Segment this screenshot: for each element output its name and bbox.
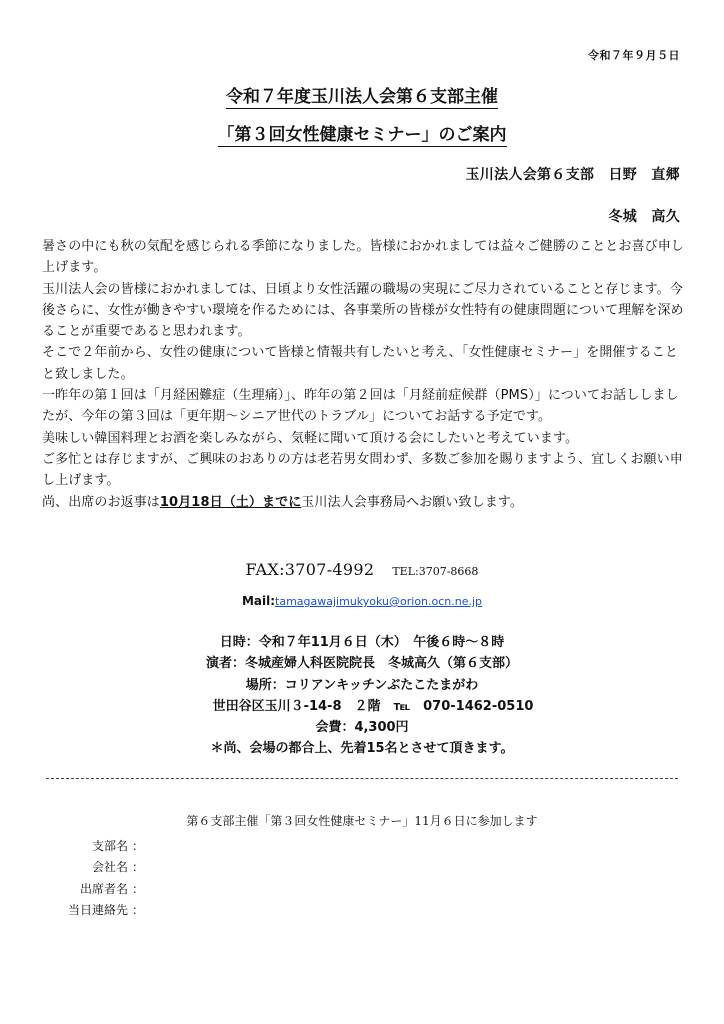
field-company-label: 会社名 (91, 860, 128, 875)
document-date: 令和７年９月５日 (588, 49, 680, 62)
paragraph-background: 玉川法人会の皆様におかれましては、日頃より女性活躍の職場の実現にご尽力されていることと存じます。今後さらに、女性が働きやすい環境を作るためには、各事業所の皆様が女性特有の健康問題について理解を深めることが重要であると思われます。 (42, 281, 684, 340)
paragraph-invitation: ご多忙とは存じますが、ご興味のおありの方は老若男女問わず、多数ご参加を賜りますよう、宜しくお願い申し上げます。 (42, 451, 683, 489)
event-venue: 場所：コリアンキッチンぶたこたまがわ (245, 677, 479, 693)
event-details (0, 632, 724, 760)
field-attendee-colon: ： (132, 881, 145, 896)
mail-label: Mail: (241, 594, 276, 608)
title-line-2: 「第３回女性健康セミナー」のご案内 (217, 125, 507, 145)
field-branch[interactable] (36, 836, 336, 857)
paragraph-purpose: そこで２年前から、女性の健康について皆様と情報共有したいと考え、「女性健康セミナー」を開催することと致しました。 (42, 345, 678, 382)
event-speaker: 演者：冬城産婦人科医院院長 冬城高久（第６支部） (205, 656, 518, 672)
event-note: ＊尚、会場の都合上、先着15名とさせて頂きます。 (210, 741, 514, 757)
field-contact[interactable] (36, 900, 336, 921)
paragraph-rsvp (42, 492, 688, 513)
field-branch-colon: ： (132, 839, 145, 853)
field-contact-colon: ： (132, 902, 145, 917)
paragraph-greeting: 暑さの中にも秋の気配を感じられる季節になりました。皆様におかれましては益々ご健勝のこととお喜び申し上げます。 (42, 239, 684, 276)
letter-body (42, 236, 688, 513)
field-attendee[interactable] (36, 879, 336, 900)
rsvp-deadline: 10月18日（土）までに (159, 494, 302, 510)
event-fee: 会費：4,300円 (315, 720, 409, 736)
organizer-line-1: 玉川法人会第６支部 日野 直郷 (465, 167, 680, 183)
rsvp-suffix: 玉川法人会事務局へお願い致します。 (301, 494, 523, 510)
contact-mail (0, 594, 724, 608)
reply-form-heading: 第６支部主催「第３回女性健康セミナー」11月６日に参加します (186, 814, 538, 828)
document-subtitle (0, 120, 724, 145)
field-company-colon: ： (132, 860, 145, 875)
field-contact-label: 当日連絡先 (67, 902, 128, 917)
tel-number: TEL:3707-8668 (392, 565, 479, 578)
document-title (0, 82, 724, 107)
contact-fax-tel (0, 560, 724, 579)
cut-line-divider (46, 778, 678, 779)
field-attendee-label: 出席者名 (79, 881, 128, 896)
event-datetime: 日時：令和７年11月６日（木） 午後６時～８時 (219, 635, 505, 650)
fax-number: FAX:3707-4992 (245, 560, 375, 579)
field-branch-label: 支部名 (91, 839, 128, 853)
organizer-line-2: 冬城 高久 (608, 209, 680, 225)
rsvp-prefix: 尚、出席のお返事は (42, 494, 160, 510)
reply-form-fields (36, 836, 336, 921)
title-line-1: 令和７年度玉川法人会第６支部主催 (226, 87, 498, 107)
mail-link[interactable]: tamagawajimukyoku@orion.ocn.ne.jp (275, 595, 483, 608)
event-address: 世田谷区玉川３-14-8 ２階 ℡ 070-1462-0510 (212, 698, 534, 714)
paragraph-format: 美味しい韓国料理とお酒を楽しみながら、気軽に聞いて頂ける会にしたいと考えています。 (42, 430, 579, 446)
field-company[interactable] (36, 857, 336, 878)
paragraph-history: 一昨年の第１回は「月経困難症（生理痛）」、昨年の第２回は「月経前症候群（PMS）」についてお話ししましたが、今年の第３回は「更年期～シニア世代のトラブル」についてお話する予定です。 (42, 388, 679, 425)
